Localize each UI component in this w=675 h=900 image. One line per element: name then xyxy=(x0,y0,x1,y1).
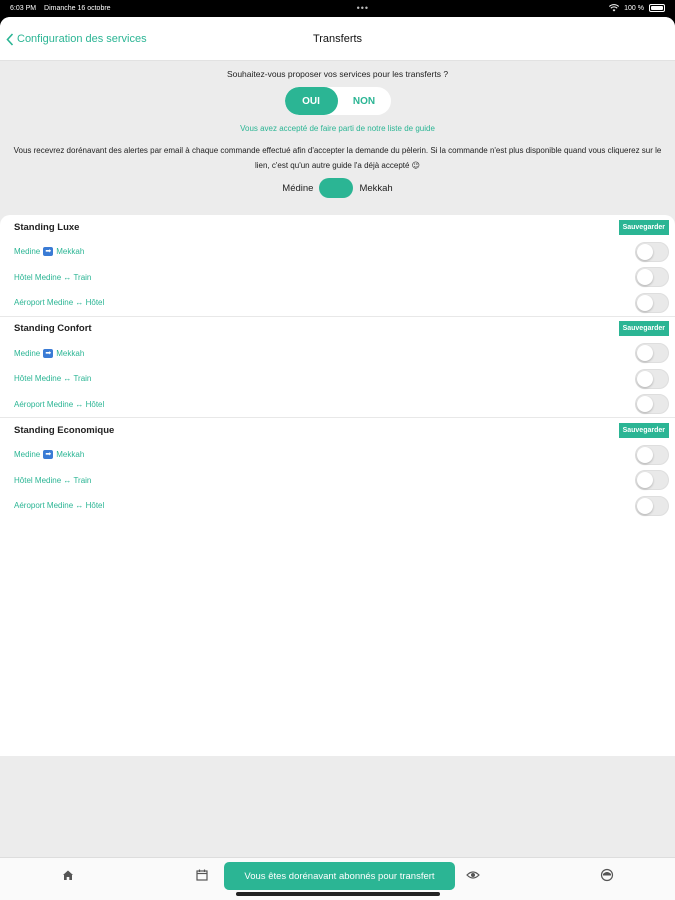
route-toggle[interactable] xyxy=(635,343,669,363)
section-standing-economique xyxy=(0,418,675,519)
app-window xyxy=(0,17,675,900)
section-header xyxy=(0,317,675,341)
city-switch[interactable] xyxy=(319,178,353,198)
route-from: Medine xyxy=(14,450,41,460)
section-standing-luxe xyxy=(0,215,675,317)
battery-percent: 100 % xyxy=(624,4,644,12)
route-toggle[interactable] xyxy=(635,470,669,490)
route-row-medine-mekkah xyxy=(0,341,675,367)
route-toggle[interactable] xyxy=(635,445,669,465)
section-header xyxy=(0,215,675,239)
intro-section xyxy=(0,61,675,199)
route-toggle[interactable] xyxy=(635,369,669,389)
status-date: Dimanche 16 octobre xyxy=(44,4,111,12)
chevron-left-icon xyxy=(6,33,14,46)
route-to: Mekkah xyxy=(56,450,85,460)
route-row-aeroport-hotel xyxy=(0,493,675,519)
eye-icon[interactable] xyxy=(466,868,480,882)
section-standing-confort xyxy=(0,317,675,419)
route-from: Medine xyxy=(14,348,41,358)
route-label: Aéroport Medine ↔ Hôtel xyxy=(14,399,105,409)
standing-list-card xyxy=(0,215,675,756)
route-label xyxy=(14,450,84,459)
city-right-label: Mekkah xyxy=(359,182,393,194)
navigation-bar xyxy=(0,17,675,61)
alert-description: Vous recevrez dorénavant des alertes par email à chaque commande effectué afin d'accepter la demande du pèlerin. Si la commande n'est plus disponible quand vous cliquerez sur le lien, c'est qu'un autre guide l'a déjà accepté 😉 xyxy=(13,146,662,170)
route-label: Hôtel Medine ↔ Train xyxy=(14,272,92,282)
save-button[interactable]: Sauvegarder xyxy=(619,220,669,235)
save-button[interactable]: Sauvegarder xyxy=(619,423,669,438)
section-title: Standing Luxe xyxy=(14,221,80,233)
route-label: Hôtel Medine ↔ Train xyxy=(14,475,92,485)
battery-icon xyxy=(649,4,665,12)
non-button[interactable]: NON xyxy=(352,95,376,107)
city-left-label: Médine xyxy=(282,182,314,194)
route-label xyxy=(14,247,84,256)
wifi-icon xyxy=(609,4,619,12)
save-button[interactable]: Sauvegarder xyxy=(619,321,669,336)
oui-non-segmented-control xyxy=(285,87,391,115)
status-bar xyxy=(0,0,675,16)
route-from: Medine xyxy=(14,247,41,257)
route-row-aeroport-hotel xyxy=(0,290,675,316)
route-label xyxy=(14,349,84,358)
route-row-hotel-train xyxy=(0,468,675,494)
back-button[interactable] xyxy=(6,17,147,61)
route-row-hotel-train xyxy=(0,265,675,291)
route-toggle[interactable] xyxy=(635,267,669,287)
back-button-label: Configuration des services xyxy=(17,33,147,45)
status-left xyxy=(10,5,117,12)
route-to: Mekkah xyxy=(56,348,85,358)
route-toggle[interactable] xyxy=(635,394,669,414)
calendar-icon[interactable] xyxy=(195,868,209,882)
route-label: Hôtel Medine ↔ Train xyxy=(14,374,92,384)
oui-button[interactable]: OUI xyxy=(285,87,338,115)
toast-notification: Vous êtes dorénavant abonnés pour transfert xyxy=(224,862,455,890)
route-toggle[interactable] xyxy=(635,293,669,313)
section-header xyxy=(0,418,675,442)
home-indicator xyxy=(236,892,440,896)
multitasking-dots[interactable]: ••• xyxy=(356,3,370,13)
route-toggle[interactable] xyxy=(635,242,669,262)
accepted-note: Vous avez accepté de faire parti de notre liste de guide xyxy=(240,124,435,133)
arrow-right-icon: ➡ xyxy=(43,450,53,459)
transfer-question: Souhaitez-vous proposer vos services pour les transferts ? xyxy=(226,69,449,79)
profile-icon[interactable] xyxy=(600,868,614,882)
route-label: Aéroport Medine ↔ Hôtel xyxy=(14,298,105,308)
status-right xyxy=(609,4,665,12)
home-icon[interactable] xyxy=(61,868,75,882)
route-row-medine-mekkah xyxy=(0,239,675,265)
route-to: Mekkah xyxy=(56,247,85,257)
route-toggle[interactable] xyxy=(635,496,669,516)
route-label: Aéroport Medine ↔ Hôtel xyxy=(14,501,105,511)
route-row-aeroport-hotel xyxy=(0,392,675,418)
section-title: Standing Economique xyxy=(14,424,115,436)
arrow-right-icon: ➡ xyxy=(43,349,53,358)
section-title: Standing Confort xyxy=(14,323,92,334)
route-row-medine-mekkah xyxy=(0,442,675,468)
status-time: 6:03 PM xyxy=(10,4,37,12)
arrow-right-icon: ➡ xyxy=(43,247,53,256)
city-toggle-row xyxy=(0,177,675,199)
route-row-hotel-train xyxy=(0,366,675,392)
page-title: Transferts xyxy=(312,32,363,45)
